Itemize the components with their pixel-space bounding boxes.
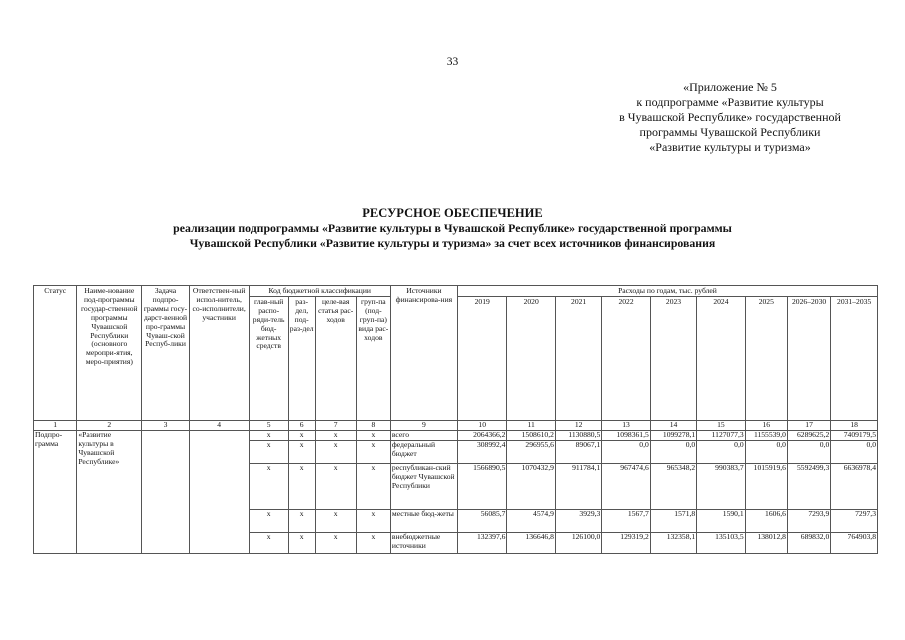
value-cell: 4574,9 — [507, 509, 555, 532]
value-cell: 7293,9 — [787, 509, 830, 532]
header-year: 2024 — [697, 296, 745, 420]
header-code-col: целе-вая статья рас-ходов — [315, 296, 356, 420]
column-number: 10 — [457, 420, 507, 430]
header-year: 2023 — [650, 296, 696, 420]
code-cell: х — [356, 440, 390, 463]
value-cell: 1567,7 — [602, 509, 650, 532]
source-cell: внебюджетные источники — [390, 532, 457, 553]
task-cell — [142, 430, 189, 553]
column-number: 8 — [356, 420, 390, 430]
value-cell: 0,0 — [787, 440, 830, 463]
header-row — [34, 286, 878, 297]
subprogram-name-cell: «Развитие культуры в Чувашской Республике» — [77, 430, 142, 553]
column-number: 4 — [189, 420, 249, 430]
value-cell: 132358,1 — [650, 532, 696, 553]
column-number: 5 — [249, 420, 288, 430]
column-number: 9 — [390, 420, 457, 430]
header-code-col: раз-дел, под-раз-дел — [288, 296, 315, 420]
value-cell: 308992,4 — [457, 440, 507, 463]
code-cell: х — [288, 463, 315, 509]
value-cell: 689832,0 — [787, 532, 830, 553]
source-cell: всего — [390, 430, 457, 440]
code-cell: х — [356, 463, 390, 509]
code-cell: х — [288, 430, 315, 440]
value-cell: 138012,8 — [745, 532, 787, 553]
header-source: Источники финансирова-ния — [390, 286, 457, 421]
code-cell: х — [249, 463, 288, 509]
code-cell: х — [315, 440, 356, 463]
value-cell: 911784,1 — [555, 463, 601, 509]
status-cell: Подпро-грамма — [34, 430, 77, 553]
code-cell: х — [356, 509, 390, 532]
value-cell: 89067,1 — [555, 440, 601, 463]
heading-subtitle-line: Чувашской Республики «Развитие культуры и туризма» за счет всех источников финансирования — [189, 236, 716, 250]
value-cell: 0,0 — [602, 440, 650, 463]
code-cell: х — [288, 440, 315, 463]
header-year: 2021 — [555, 296, 601, 420]
heading-title: РЕСУРСНОЕ ОБЕСПЕЧЕНИЕ — [362, 206, 543, 220]
document-heading — [0, 206, 905, 251]
header-year: 2031–2035 — [831, 296, 878, 420]
column-number: 18 — [831, 420, 878, 430]
code-cell: х — [356, 430, 390, 440]
header-code-col: глав-ный распо-ряди-тель бюд-жетных средств — [249, 296, 288, 420]
value-cell: 7409179,5 — [831, 430, 878, 440]
appendix-line: к подпрограмме «Развитие культуры — [636, 95, 824, 109]
column-number: 14 — [650, 420, 696, 430]
header-year: 2022 — [602, 296, 650, 420]
value-cell: 0,0 — [650, 440, 696, 463]
table-row — [34, 430, 878, 440]
code-cell: х — [288, 509, 315, 532]
column-number: 13 — [602, 420, 650, 430]
value-cell: 296955,6 — [507, 440, 555, 463]
header-code-col: груп-па (под-груп-па) вида рас-ходов — [356, 296, 390, 420]
value-cell: 1130880,5 — [555, 430, 601, 440]
code-cell: х — [288, 532, 315, 553]
column-number: 3 — [142, 420, 189, 430]
source-cell: республикан-ский бюджет Чувашской Республики — [390, 463, 457, 509]
value-cell: 1155539,0 — [745, 430, 787, 440]
resource-table — [33, 285, 878, 554]
header-year: 2026–2030 — [787, 296, 830, 420]
header-year: 2019 — [457, 296, 507, 420]
page-number: 33 — [446, 56, 459, 68]
header-responsible: Ответствен-ный испол-нитель, со-исполнители, участники — [189, 286, 249, 421]
column-number: 12 — [555, 420, 601, 430]
value-cell: 1099278,1 — [650, 430, 696, 440]
value-cell: 1571,8 — [650, 509, 696, 532]
value-cell: 129319,2 — [602, 532, 650, 553]
value-cell: 132397,6 — [457, 532, 507, 553]
column-number: 7 — [315, 420, 356, 430]
value-cell: 1590,1 — [697, 509, 745, 532]
heading-subtitle-line: реализации подпрограммы «Развитие культуры в Чувашской Республике» государственной программы — [173, 221, 732, 235]
code-cell: х — [315, 430, 356, 440]
code-cell: х — [356, 532, 390, 553]
column-number: 11 — [507, 420, 555, 430]
value-cell: 6636978,4 — [831, 463, 878, 509]
header-years-group: Расходы по годам, тыс. рублей — [457, 286, 877, 297]
appendix-line: программы Чувашской Республики — [639, 125, 821, 139]
header-task: Задача подпро-граммы госу-дарст-венной про-граммы Чуваш-ской Респуб-лики — [142, 286, 189, 421]
header-year: 2020 — [507, 296, 555, 420]
value-cell: 1070432,9 — [507, 463, 555, 509]
header-code-group: Код бюджетной классификации — [249, 286, 390, 297]
code-cell: х — [315, 463, 356, 509]
appendix-line: «Приложение № 5 — [683, 80, 777, 94]
column-number: 16 — [745, 420, 787, 430]
column-number: 1 — [34, 420, 77, 430]
header-year: 2025 — [745, 296, 787, 420]
value-cell: 7297,3 — [831, 509, 878, 532]
column-number: 2 — [77, 420, 142, 430]
value-cell: 1127077,3 — [697, 430, 745, 440]
value-cell: 135103,5 — [697, 532, 745, 553]
value-cell: 6289625,2 — [787, 430, 830, 440]
code-cell: х — [249, 440, 288, 463]
value-cell: 136646,8 — [507, 532, 555, 553]
code-cell: х — [315, 509, 356, 532]
value-cell: 3929,3 — [555, 509, 601, 532]
value-cell: 1606,6 — [745, 509, 787, 532]
value-cell: 0,0 — [697, 440, 745, 463]
column-number: 15 — [697, 420, 745, 430]
source-cell: местные бюд-жеты — [390, 509, 457, 532]
column-number: 6 — [288, 420, 315, 430]
column-number-row — [34, 420, 878, 430]
appendix-line: «Развитие культуры и туризма» — [649, 140, 811, 154]
header-status: Статус — [34, 286, 77, 421]
value-cell: 1508610,2 — [507, 430, 555, 440]
code-cell: х — [249, 532, 288, 553]
source-cell: федеральный бюджет — [390, 440, 457, 463]
value-cell: 2064366,2 — [457, 430, 507, 440]
value-cell: 764903,8 — [831, 532, 878, 553]
value-cell: 126100,0 — [555, 532, 601, 553]
value-cell: 0,0 — [745, 440, 787, 463]
value-cell: 1566890,5 — [457, 463, 507, 509]
appendix-line: в Чувашской Республике» государственной — [619, 110, 841, 124]
header-name: Наиме-нование под-программы государ-ственной программы Чувашской Республики (основного меропри-ятия, меро-приятия) — [77, 286, 142, 421]
code-cell: х — [315, 532, 356, 553]
value-cell: 56085,7 — [457, 509, 507, 532]
code-cell: х — [249, 430, 288, 440]
value-cell: 967474,6 — [602, 463, 650, 509]
column-number: 17 — [787, 420, 830, 430]
code-cell: х — [249, 509, 288, 532]
appendix-note — [560, 80, 900, 155]
value-cell: 1015919,6 — [745, 463, 787, 509]
value-cell: 1098361,5 — [602, 430, 650, 440]
value-cell: 965348,2 — [650, 463, 696, 509]
value-cell: 0,0 — [831, 440, 878, 463]
value-cell: 990383,7 — [697, 463, 745, 509]
responsible-cell — [189, 430, 249, 553]
value-cell: 5592499,3 — [787, 463, 830, 509]
